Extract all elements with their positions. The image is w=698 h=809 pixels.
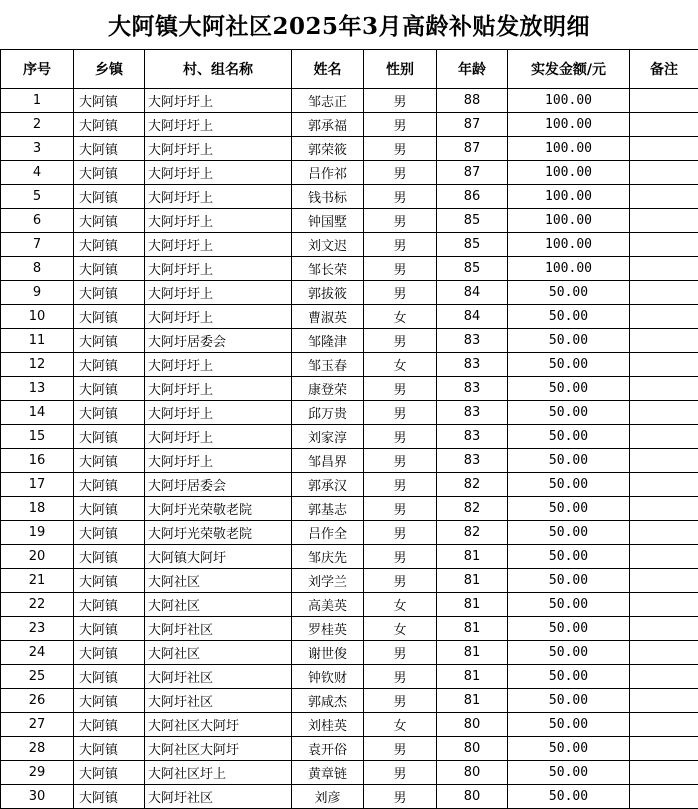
cell-index: 24 — [1, 641, 74, 665]
cell-amount: 100.00 — [508, 137, 630, 161]
cell-age: 83 — [437, 449, 508, 473]
cell-remark — [630, 641, 698, 665]
cell-amount: 50.00 — [508, 593, 630, 617]
table-row — [1, 713, 698, 737]
cell-age: 81 — [437, 545, 508, 569]
cell-gender: 女 — [364, 305, 437, 329]
cell-village: 大阿社区 — [145, 641, 292, 665]
cell-village: 大阿圩圩上 — [145, 209, 292, 233]
table-row — [1, 665, 698, 689]
cell-village: 大阿圩圩上 — [145, 377, 292, 401]
cell-age: 83 — [437, 377, 508, 401]
cell-town: 大阿镇 — [74, 89, 145, 113]
table-row — [1, 185, 698, 209]
cell-name: 吕作全 — [292, 521, 364, 545]
cell-amount: 50.00 — [508, 713, 630, 737]
header-name: 姓名 — [292, 50, 364, 89]
cell-gender: 男 — [364, 233, 437, 257]
cell-name: 邱万贵 — [292, 401, 364, 425]
cell-gender: 女 — [364, 617, 437, 641]
cell-age: 81 — [437, 665, 508, 689]
cell-name: 刘桂英 — [292, 713, 364, 737]
table-row — [1, 329, 698, 353]
cell-village: 大阿圩圩上 — [145, 137, 292, 161]
cell-amount: 100.00 — [508, 257, 630, 281]
cell-index: 20 — [1, 545, 74, 569]
cell-village: 大阿镇大阿圩 — [145, 545, 292, 569]
subsidy-table — [0, 49, 698, 809]
cell-age: 82 — [437, 521, 508, 545]
cell-amount: 100.00 — [508, 209, 630, 233]
cell-remark — [630, 209, 698, 233]
cell-index: 27 — [1, 713, 74, 737]
cell-age: 88 — [437, 89, 508, 113]
cell-remark — [630, 353, 698, 377]
cell-index: 30 — [1, 785, 74, 809]
cell-remark — [630, 89, 698, 113]
cell-index: 26 — [1, 689, 74, 713]
cell-gender: 女 — [364, 593, 437, 617]
cell-remark — [630, 737, 698, 761]
table-row — [1, 593, 698, 617]
table-row — [1, 113, 698, 137]
cell-remark — [630, 545, 698, 569]
cell-index: 3 — [1, 137, 74, 161]
cell-gender: 男 — [364, 257, 437, 281]
cell-index: 5 — [1, 185, 74, 209]
cell-remark — [630, 281, 698, 305]
cell-village: 大阿圩社区 — [145, 689, 292, 713]
cell-gender: 男 — [364, 689, 437, 713]
cell-gender: 男 — [364, 425, 437, 449]
cell-remark — [630, 713, 698, 737]
cell-gender: 男 — [364, 761, 437, 785]
cell-index: 7 — [1, 233, 74, 257]
cell-remark — [630, 113, 698, 137]
cell-age: 85 — [437, 257, 508, 281]
cell-village: 大阿圩光荣敬老院 — [145, 497, 292, 521]
cell-age: 81 — [437, 569, 508, 593]
cell-amount: 50.00 — [508, 401, 630, 425]
cell-remark — [630, 497, 698, 521]
header-town: 乡镇 — [74, 50, 145, 89]
cell-village: 大阿圩社区 — [145, 665, 292, 689]
cell-town: 大阿镇 — [74, 785, 145, 809]
cell-gender: 男 — [364, 641, 437, 665]
cell-age: 81 — [437, 689, 508, 713]
cell-gender: 男 — [364, 569, 437, 593]
cell-remark — [630, 689, 698, 713]
cell-town: 大阿镇 — [74, 161, 145, 185]
cell-amount: 50.00 — [508, 449, 630, 473]
cell-gender: 男 — [364, 545, 437, 569]
cell-age: 80 — [437, 785, 508, 809]
cell-amount: 50.00 — [508, 545, 630, 569]
cell-gender: 男 — [364, 737, 437, 761]
cell-town: 大阿镇 — [74, 689, 145, 713]
cell-age: 83 — [437, 401, 508, 425]
cell-remark — [630, 425, 698, 449]
cell-index: 25 — [1, 665, 74, 689]
cell-gender: 男 — [364, 377, 437, 401]
cell-amount: 50.00 — [508, 305, 630, 329]
table-row — [1, 521, 698, 545]
cell-age: 84 — [437, 305, 508, 329]
cell-name: 曹淑英 — [292, 305, 364, 329]
cell-town: 大阿镇 — [74, 521, 145, 545]
cell-age: 81 — [437, 641, 508, 665]
cell-town: 大阿镇 — [74, 497, 145, 521]
cell-amount: 100.00 — [508, 185, 630, 209]
cell-index: 22 — [1, 593, 74, 617]
cell-index: 1 — [1, 89, 74, 113]
table-row — [1, 425, 698, 449]
cell-village: 大阿圩圩上 — [145, 113, 292, 137]
cell-remark — [630, 233, 698, 257]
cell-age: 85 — [437, 209, 508, 233]
cell-amount: 50.00 — [508, 617, 630, 641]
header-gender: 性别 — [364, 50, 437, 89]
cell-village: 大阿圩圩上 — [145, 89, 292, 113]
cell-remark — [630, 161, 698, 185]
cell-index: 23 — [1, 617, 74, 641]
cell-name: 钟钦财 — [292, 665, 364, 689]
cell-age: 83 — [437, 353, 508, 377]
cell-town: 大阿镇 — [74, 377, 145, 401]
cell-village: 大阿社区大阿圩 — [145, 737, 292, 761]
cell-name: 郭承汉 — [292, 473, 364, 497]
cell-gender: 男 — [364, 329, 437, 353]
cell-name: 邹隆津 — [292, 329, 364, 353]
cell-name: 罗桂英 — [292, 617, 364, 641]
cell-remark — [630, 185, 698, 209]
cell-town: 大阿镇 — [74, 713, 145, 737]
cell-name: 钱书标 — [292, 185, 364, 209]
cell-index: 8 — [1, 257, 74, 281]
cell-age: 80 — [437, 761, 508, 785]
cell-village: 大阿圩圩上 — [145, 425, 292, 449]
table-row — [1, 305, 698, 329]
cell-town: 大阿镇 — [74, 353, 145, 377]
cell-town: 大阿镇 — [74, 665, 145, 689]
cell-index: 6 — [1, 209, 74, 233]
cell-town: 大阿镇 — [74, 569, 145, 593]
cell-village: 大阿社区 — [145, 593, 292, 617]
cell-remark — [630, 257, 698, 281]
cell-remark — [630, 785, 698, 809]
cell-town: 大阿镇 — [74, 545, 145, 569]
cell-age: 80 — [437, 713, 508, 737]
cell-age: 84 — [437, 281, 508, 305]
cell-remark — [630, 617, 698, 641]
cell-name: 郭咸杰 — [292, 689, 364, 713]
cell-town: 大阿镇 — [74, 401, 145, 425]
cell-town: 大阿镇 — [74, 113, 145, 137]
cell-village: 大阿圩圩上 — [145, 353, 292, 377]
cell-amount: 100.00 — [508, 89, 630, 113]
cell-village: 大阿圩圩上 — [145, 305, 292, 329]
table-row — [1, 233, 698, 257]
cell-remark — [630, 137, 698, 161]
table-row — [1, 497, 698, 521]
cell-gender: 男 — [364, 209, 437, 233]
table-row — [1, 377, 698, 401]
cell-index: 21 — [1, 569, 74, 593]
cell-index: 11 — [1, 329, 74, 353]
cell-village: 大阿社区圩上 — [145, 761, 292, 785]
table-row — [1, 473, 698, 497]
cell-amount: 100.00 — [508, 113, 630, 137]
header-amount: 实发金额/元 — [508, 50, 630, 89]
cell-village: 大阿圩圩上 — [145, 449, 292, 473]
cell-town: 大阿镇 — [74, 281, 145, 305]
table-row — [1, 161, 698, 185]
cell-amount: 50.00 — [508, 761, 630, 785]
cell-name: 吕作祁 — [292, 161, 364, 185]
cell-age: 81 — [437, 617, 508, 641]
table-row — [1, 617, 698, 641]
cell-amount: 50.00 — [508, 785, 630, 809]
cell-name: 高美英 — [292, 593, 364, 617]
cell-name: 郭拔筱 — [292, 281, 364, 305]
cell-gender: 女 — [364, 353, 437, 377]
cell-gender: 男 — [364, 473, 437, 497]
cell-amount: 100.00 — [508, 233, 630, 257]
cell-town: 大阿镇 — [74, 233, 145, 257]
cell-index: 18 — [1, 497, 74, 521]
cell-remark — [630, 761, 698, 785]
cell-amount: 50.00 — [508, 665, 630, 689]
cell-amount: 50.00 — [508, 689, 630, 713]
cell-gender: 男 — [364, 161, 437, 185]
cell-amount: 50.00 — [508, 425, 630, 449]
cell-remark — [630, 329, 698, 353]
cell-name: 刘家淳 — [292, 425, 364, 449]
cell-remark — [630, 665, 698, 689]
cell-gender: 男 — [364, 521, 437, 545]
cell-amount: 50.00 — [508, 569, 630, 593]
cell-amount: 50.00 — [508, 521, 630, 545]
cell-village: 大阿圩圩上 — [145, 401, 292, 425]
cell-village: 大阿社区大阿圩 — [145, 713, 292, 737]
table-row — [1, 401, 698, 425]
cell-index: 16 — [1, 449, 74, 473]
cell-town: 大阿镇 — [74, 185, 145, 209]
cell-town: 大阿镇 — [74, 305, 145, 329]
cell-remark — [630, 593, 698, 617]
cell-town: 大阿镇 — [74, 641, 145, 665]
cell-amount: 100.00 — [508, 161, 630, 185]
table-row — [1, 569, 698, 593]
cell-index: 29 — [1, 761, 74, 785]
cell-amount: 50.00 — [508, 737, 630, 761]
table-row — [1, 761, 698, 785]
cell-village: 大阿圩居委会 — [145, 473, 292, 497]
cell-age: 82 — [437, 497, 508, 521]
cell-town: 大阿镇 — [74, 473, 145, 497]
cell-name: 黄章链 — [292, 761, 364, 785]
cell-gender: 男 — [364, 137, 437, 161]
cell-gender: 男 — [364, 185, 437, 209]
cell-name: 郭承福 — [292, 113, 364, 137]
table-row — [1, 89, 698, 113]
cell-remark — [630, 305, 698, 329]
table-row — [1, 353, 698, 377]
cell-gender: 男 — [364, 401, 437, 425]
cell-gender: 男 — [364, 665, 437, 689]
cell-index: 14 — [1, 401, 74, 425]
cell-name: 邹昌界 — [292, 449, 364, 473]
cell-index: 9 — [1, 281, 74, 305]
cell-village: 大阿圩圩上 — [145, 281, 292, 305]
cell-village: 大阿社区 — [145, 569, 292, 593]
cell-amount: 50.00 — [508, 329, 630, 353]
cell-village: 大阿圩圩上 — [145, 233, 292, 257]
table-row — [1, 689, 698, 713]
header-remark: 备注 — [630, 50, 698, 89]
table-row — [1, 449, 698, 473]
cell-gender: 男 — [364, 449, 437, 473]
table-row — [1, 545, 698, 569]
cell-remark — [630, 473, 698, 497]
cell-age: 86 — [437, 185, 508, 209]
cell-name: 郭基志 — [292, 497, 364, 521]
cell-village: 大阿圩社区 — [145, 785, 292, 809]
cell-index: 12 — [1, 353, 74, 377]
cell-name: 刘文迟 — [292, 233, 364, 257]
cell-gender: 男 — [364, 89, 437, 113]
cell-name: 刘彦 — [292, 785, 364, 809]
cell-age: 83 — [437, 425, 508, 449]
table-row — [1, 209, 698, 233]
document-title: 大阿镇大阿社区2025年3月高龄补贴发放明细 — [0, 0, 698, 49]
cell-town: 大阿镇 — [74, 209, 145, 233]
cell-gender: 男 — [364, 497, 437, 521]
cell-gender: 男 — [364, 281, 437, 305]
header-village: 村、组名称 — [145, 50, 292, 89]
cell-name: 康登荣 — [292, 377, 364, 401]
cell-amount: 50.00 — [508, 473, 630, 497]
cell-age: 87 — [437, 113, 508, 137]
header-age: 年龄 — [437, 50, 508, 89]
table-row — [1, 137, 698, 161]
table-row — [1, 737, 698, 761]
table-header-row — [1, 50, 698, 89]
cell-town: 大阿镇 — [74, 329, 145, 353]
cell-town: 大阿镇 — [74, 761, 145, 785]
cell-name: 谢世俊 — [292, 641, 364, 665]
cell-name: 邹长荣 — [292, 257, 364, 281]
cell-town: 大阿镇 — [74, 449, 145, 473]
cell-name: 刘学兰 — [292, 569, 364, 593]
cell-age: 80 — [437, 737, 508, 761]
table-row — [1, 257, 698, 281]
table-row — [1, 785, 698, 809]
cell-age: 87 — [437, 137, 508, 161]
cell-remark — [630, 449, 698, 473]
cell-town: 大阿镇 — [74, 737, 145, 761]
cell-town: 大阿镇 — [74, 137, 145, 161]
cell-index: 15 — [1, 425, 74, 449]
cell-name: 袁开俗 — [292, 737, 364, 761]
cell-town: 大阿镇 — [74, 593, 145, 617]
cell-village: 大阿圩圩上 — [145, 185, 292, 209]
table-body — [1, 89, 698, 809]
cell-amount: 50.00 — [508, 281, 630, 305]
cell-index: 13 — [1, 377, 74, 401]
cell-amount: 50.00 — [508, 497, 630, 521]
cell-remark — [630, 569, 698, 593]
cell-age: 83 — [437, 329, 508, 353]
cell-village: 大阿圩居委会 — [145, 329, 292, 353]
cell-village: 大阿圩圩上 — [145, 161, 292, 185]
cell-village: 大阿圩光荣敬老院 — [145, 521, 292, 545]
header-index: 序号 — [1, 50, 74, 89]
table-row — [1, 281, 698, 305]
cell-index: 17 — [1, 473, 74, 497]
cell-village: 大阿圩社区 — [145, 617, 292, 641]
cell-age: 85 — [437, 233, 508, 257]
cell-amount: 50.00 — [508, 377, 630, 401]
cell-index: 2 — [1, 113, 74, 137]
cell-town: 大阿镇 — [74, 617, 145, 641]
cell-name: 邹志正 — [292, 89, 364, 113]
table-row — [1, 641, 698, 665]
cell-gender: 男 — [364, 785, 437, 809]
cell-remark — [630, 377, 698, 401]
cell-name: 邹玉春 — [292, 353, 364, 377]
cell-remark — [630, 401, 698, 425]
cell-amount: 50.00 — [508, 353, 630, 377]
cell-name: 钟国墅 — [292, 209, 364, 233]
cell-index: 10 — [1, 305, 74, 329]
cell-index: 4 — [1, 161, 74, 185]
cell-remark — [630, 521, 698, 545]
cell-amount: 50.00 — [508, 641, 630, 665]
cell-name: 郭荣筱 — [292, 137, 364, 161]
cell-gender: 男 — [364, 113, 437, 137]
cell-town: 大阿镇 — [74, 425, 145, 449]
cell-village: 大阿圩圩上 — [145, 257, 292, 281]
cell-index: 28 — [1, 737, 74, 761]
cell-town: 大阿镇 — [74, 257, 145, 281]
cell-age: 81 — [437, 593, 508, 617]
cell-age: 82 — [437, 473, 508, 497]
cell-age: 87 — [437, 161, 508, 185]
cell-index: 19 — [1, 521, 74, 545]
cell-name: 邹庆先 — [292, 545, 364, 569]
cell-gender: 女 — [364, 713, 437, 737]
